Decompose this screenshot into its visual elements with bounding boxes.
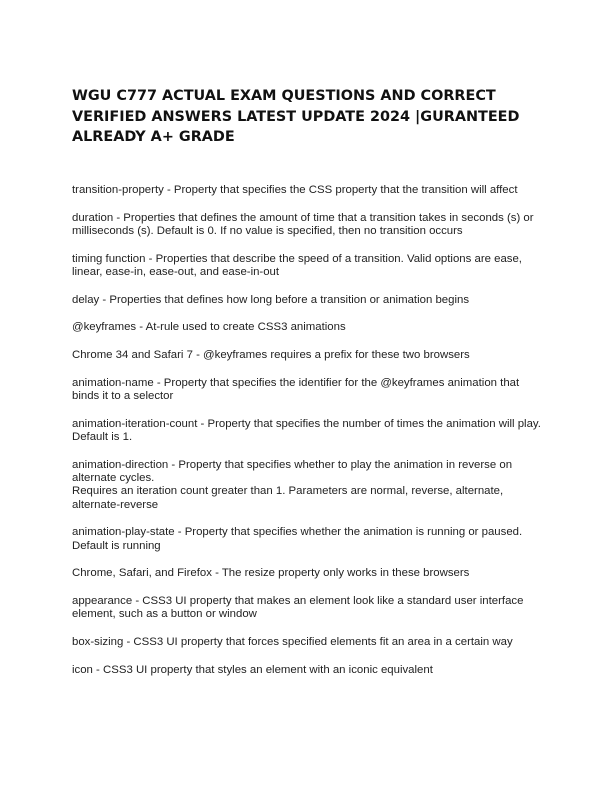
definition-text: @keyframes - At-rule used to create CSS3 animations (72, 321, 346, 334)
definition-entry (72, 184, 547, 197)
definition-entry (72, 636, 547, 649)
definition-text: timing function - Properties that describe the speed of a transition. Valid options are ease, linear, ease-in, ease-out, and ease-in-out (72, 252, 522, 278)
definition-entry (72, 321, 547, 334)
document-title: WGU C777 ACTUAL EXAM QUESTIONS AND CORRECT VERIFIED ANSWERS LATEST UPDATE 2024 |GURANTEED ALREADY A+ GRADE (72, 88, 520, 145)
definition-entry (72, 595, 547, 622)
definition-text: appearance - CSS3 UI property that makes an element look like a standard user interface element, such as a button or window (72, 594, 524, 621)
definition-text: delay - Properties that defines how long before a transition or animation begins (72, 293, 470, 306)
definition-text: icon - CSS3 UI property that styles an element with an iconic equivalent (72, 663, 433, 676)
definition-text: duration - Properties that defines the amount of time that a transition takes in seconds (s) or milliseconds (s). Default is 0. If no value is specified, then no transition occurs (72, 211, 534, 237)
definition-text-continued: Requires an iteration count greater than 1. Parameters are normal, reverse, alternate, alternate-reverse (72, 485, 504, 511)
definition-text: box-sizing - CSS3 UI property that forces specified elements fit an area in a certain way (72, 635, 513, 648)
definition-text: animation-name - Property that specifies the identifier for the @keyframes animation that binds it to a selector (72, 376, 520, 403)
definition-entry (72, 253, 547, 280)
definition-text: animation-direction - Property that specifies whether to play the animation in reverse on alternate cycles. (72, 458, 513, 484)
definition-text: transition-property - Property that specifies the CSS property that the transition will affect (72, 184, 518, 196)
definition-entry (72, 418, 547, 445)
definition-list (72, 184, 547, 691)
definition-entry (72, 294, 547, 307)
definition-text: animation-play-state - Property that specifies whether the animation is running or paused. Default is running (72, 526, 523, 552)
definition-entry (72, 567, 547, 580)
definition-entry (72, 377, 547, 404)
definition-entry (72, 459, 547, 512)
definition-text: Chrome 34 and Safari 7 - @keyframes requires a prefix for these two browsers (72, 349, 470, 362)
definition-entry (72, 212, 547, 239)
definition-entry (72, 526, 547, 553)
definition-text: animation-iteration-count - Property that specifies the number of times the animation will play. Default is 1. (72, 417, 541, 443)
definition-entry (72, 664, 547, 677)
definition-text: Chrome, Safari, and Firefox - The resize property only works in these browsers (72, 567, 470, 580)
definition-entry (72, 349, 547, 362)
